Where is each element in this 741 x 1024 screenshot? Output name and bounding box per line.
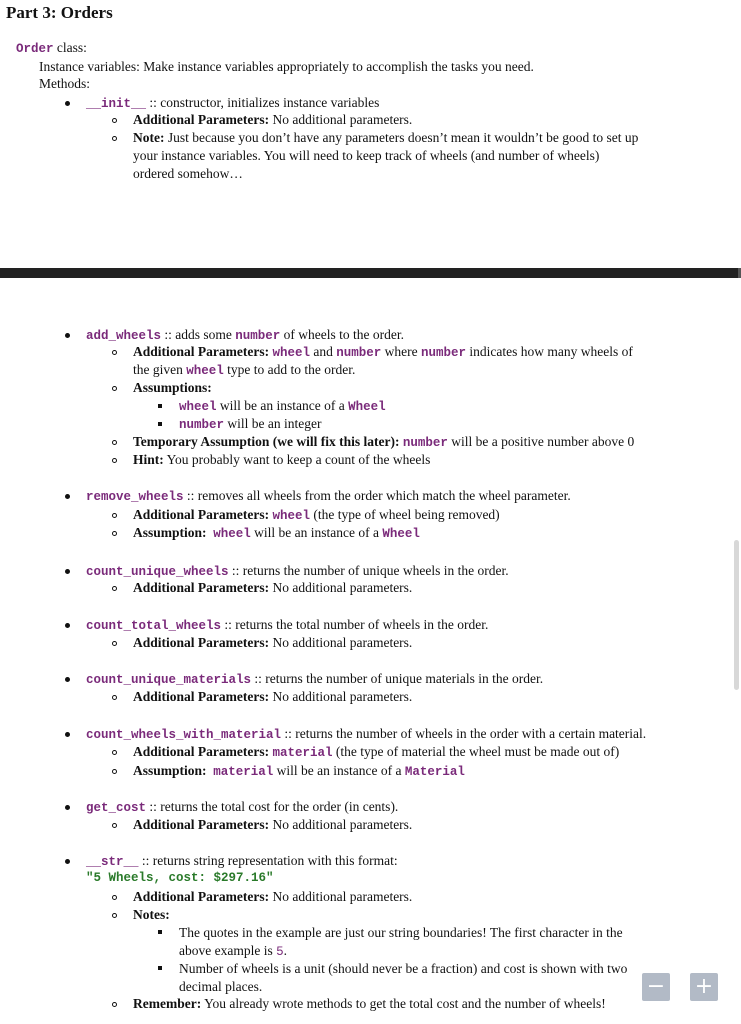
str-method (86, 852, 398, 871)
desc-code: number (235, 329, 281, 343)
str-example: "5 Wheels, cost: $297.16" (86, 871, 274, 885)
bullet (65, 677, 70, 682)
temporary-assumption (133, 433, 634, 452)
param-text: where (381, 344, 421, 359)
desc-text: :: returns string representation with this format: (138, 853, 398, 868)
sub-bullet (112, 641, 117, 646)
sub-bullet (112, 118, 117, 123)
note1-line2 (179, 942, 287, 961)
assumption-code: wheel (179, 400, 217, 414)
bullet (65, 623, 70, 628)
param-text: (the type of wheel being removed) (310, 507, 500, 522)
note-code: 5 (276, 945, 284, 959)
assumption-code: number (179, 418, 225, 432)
hint (133, 451, 430, 468)
param-code: wheel (186, 364, 224, 378)
param-code: wheel (272, 509, 310, 523)
param-text: indicates how many wheels of (466, 344, 633, 359)
count-wheels-with-material-method (86, 725, 646, 744)
note-text: . (283, 943, 287, 958)
add-wheels-params-line2 (133, 361, 355, 380)
sub-bullet (112, 531, 117, 536)
count-total-wheels-method (86, 616, 488, 635)
scrollbar[interactable] (734, 540, 739, 690)
params-label: Additional Parameters: (133, 507, 270, 522)
params-label: Additional Parameters: (133, 689, 270, 704)
assumption-text: will be an integer (224, 416, 322, 431)
sub-bullet (112, 458, 117, 463)
remove-wheels-params (133, 506, 500, 525)
param-code: number (421, 346, 467, 360)
params-label: Additional Parameters: (133, 817, 270, 832)
assumption-number (179, 415, 321, 434)
get-cost-method (86, 798, 398, 817)
param-code: number (336, 346, 382, 360)
params-label: Additional Parameters: (133, 744, 270, 759)
count-wheels-with-material-assumption (133, 762, 465, 781)
order-class-label: class: (53, 40, 87, 55)
minus-icon: − (646, 974, 666, 999)
bullet (65, 859, 70, 864)
sub-bullet (112, 1002, 117, 1007)
param-code: material (272, 746, 333, 760)
sub-bullet (112, 913, 117, 918)
desc-text: :: removes all wheels from the order which match the wheel parameter. (183, 488, 571, 503)
init-name: __init__ (86, 97, 147, 111)
assumption-label: Assumption: (133, 525, 207, 540)
params-label: Additional Parameters: (133, 635, 270, 650)
count-unique-materials-params (133, 688, 412, 705)
sub-bullet (112, 440, 117, 445)
remove-wheels-assumption (133, 524, 420, 543)
params-text: No additional parameters. (269, 635, 413, 650)
params-text: No additional parameters. (269, 112, 413, 127)
count-unique-materials-method (86, 670, 543, 689)
bullet (65, 333, 70, 338)
zoom-out-button[interactable] (642, 973, 670, 1001)
square-bullet (158, 422, 162, 426)
bullet (65, 569, 70, 574)
desc-text: :: returns the number of unique wheels in the order. (228, 563, 509, 578)
init-note-line2: your instance variables. You will need to keep track of wheels (and number of wheels) (133, 148, 600, 163)
note2-line2: decimal places. (179, 979, 263, 994)
square-bullet (158, 930, 162, 934)
params-text: No additional parameters. (269, 580, 413, 595)
desc-text: :: returns the number of wheels in the order with a certain material. (281, 726, 647, 741)
params-label: Additional Parameters: (133, 344, 270, 359)
add-wheels-params (133, 343, 633, 362)
instance-variables-text: Make instance variables appropriately to accomplish the tasks you need. (139, 59, 534, 74)
init-note-line3: ordered somehow… (133, 166, 243, 181)
assumption-text: will be an instance of a (250, 525, 383, 540)
desc-text: :: returns the number of unique materials in the order. (251, 671, 544, 686)
note-text: above example is (179, 943, 277, 958)
sub-bullet (112, 895, 117, 900)
bullet (65, 494, 70, 499)
method-name: count_wheels_with_material (86, 728, 282, 742)
assumption-text: will be an instance of a (273, 763, 405, 778)
param-text: and (310, 344, 337, 359)
note-label: Note: (133, 130, 165, 145)
temp-label: Temporary Assumption (we will fix this later): (133, 434, 400, 449)
remember-label: Remember: (133, 996, 202, 1011)
param-text: the given (133, 362, 187, 377)
sub-bullet (112, 823, 117, 828)
count-total-wheels-params (133, 634, 412, 651)
get-cost-params (133, 816, 412, 833)
note2-line1: Number of wheels is a unit (should never be a fraction) and cost is shown with two (179, 961, 628, 976)
temp-text: will be a positive number above 0 (447, 434, 635, 449)
assumption-code: Wheel (348, 400, 386, 414)
method-name: count_unique_materials (86, 673, 252, 687)
desc-text: :: returns the total cost for the order (in cents). (146, 799, 399, 814)
sub-bullet (112, 136, 117, 141)
note-text: Just because you don’t have any parameters doesn’t mean it wouldn’t be good to set up (164, 130, 639, 145)
remove-wheels-method (86, 487, 571, 506)
add-wheels-name: add_wheels (86, 329, 162, 343)
sub-bullet (112, 350, 117, 355)
desc-text: of wheels to the order. (280, 327, 404, 342)
param-text: (the type of material the wheel must be made out of) (332, 744, 620, 759)
instance-variables-label: Instance variables: (39, 59, 140, 74)
params-label: Additional Parameters: (133, 580, 270, 595)
note1-line1: The quotes in the example are just our string boundaries! The first character in the (179, 925, 623, 940)
temp-code: number (402, 436, 448, 450)
param-code: wheel (272, 346, 310, 360)
section-divider (0, 268, 741, 278)
params-label: Additional Parameters: (133, 889, 270, 904)
remember-text: You already wrote methods to get the total cost and the number of wheels! (201, 996, 606, 1011)
params-text: No additional parameters. (269, 817, 413, 832)
assumption-code: material (213, 765, 274, 779)
sub-bullet (112, 586, 117, 591)
instance-variables-line (39, 58, 534, 75)
assumption-code: Wheel (382, 527, 420, 541)
method-name: get_cost (86, 801, 147, 815)
notes-label: Notes: (133, 907, 170, 922)
bullet (65, 101, 70, 106)
params-label: Additional Parameters: (133, 112, 270, 127)
zoom-in-button[interactable] (690, 973, 718, 1001)
init-note-line1 (133, 129, 638, 146)
sub-bullet (112, 386, 117, 391)
sub-bullet (112, 695, 117, 700)
assumption-wheel (179, 397, 386, 416)
assumption-code: Material (404, 765, 465, 779)
method-name: count_unique_wheels (86, 565, 229, 579)
method-name: count_total_wheels (86, 619, 222, 633)
sub-bullet (112, 513, 117, 518)
count-unique-wheels-params (133, 579, 412, 596)
desc-text: :: returns the total number of wheels in the order. (221, 617, 489, 632)
hint-label: Hint: (133, 452, 164, 467)
count-wheels-with-material-params (133, 743, 619, 762)
order-class-code: Order (16, 42, 54, 56)
desc-text: :: adds some (161, 327, 236, 342)
remove-wheels-name: remove_wheels (86, 490, 184, 504)
str-params (133, 888, 412, 905)
order-class-heading (16, 39, 87, 58)
assumption-text: will be an instance of a (216, 398, 349, 413)
methods-label: Methods: (39, 76, 91, 91)
assumption-label: Assumption: (133, 763, 207, 778)
bullet (65, 732, 70, 737)
init-params (133, 111, 412, 128)
params-text: No additional parameters. (269, 889, 413, 904)
sub-bullet (112, 769, 117, 774)
sub-bullet (112, 750, 117, 755)
params-text: No additional parameters. (269, 689, 413, 704)
plus-icon: + (694, 974, 714, 999)
page-title: Part 3: Orders (6, 3, 113, 22)
bullet (65, 805, 70, 810)
remember (133, 995, 606, 1012)
square-bullet (158, 404, 162, 408)
assumptions-label: Assumptions: (133, 380, 212, 395)
method-name: __str__ (86, 855, 139, 869)
assumption-code: wheel (213, 527, 251, 541)
square-bullet (158, 966, 162, 970)
init-desc: :: constructor, initializes instance variables (146, 95, 380, 110)
hint-text: You probably want to keep a count of the wheels (163, 452, 431, 467)
param-text: type to add to the order. (223, 362, 356, 377)
